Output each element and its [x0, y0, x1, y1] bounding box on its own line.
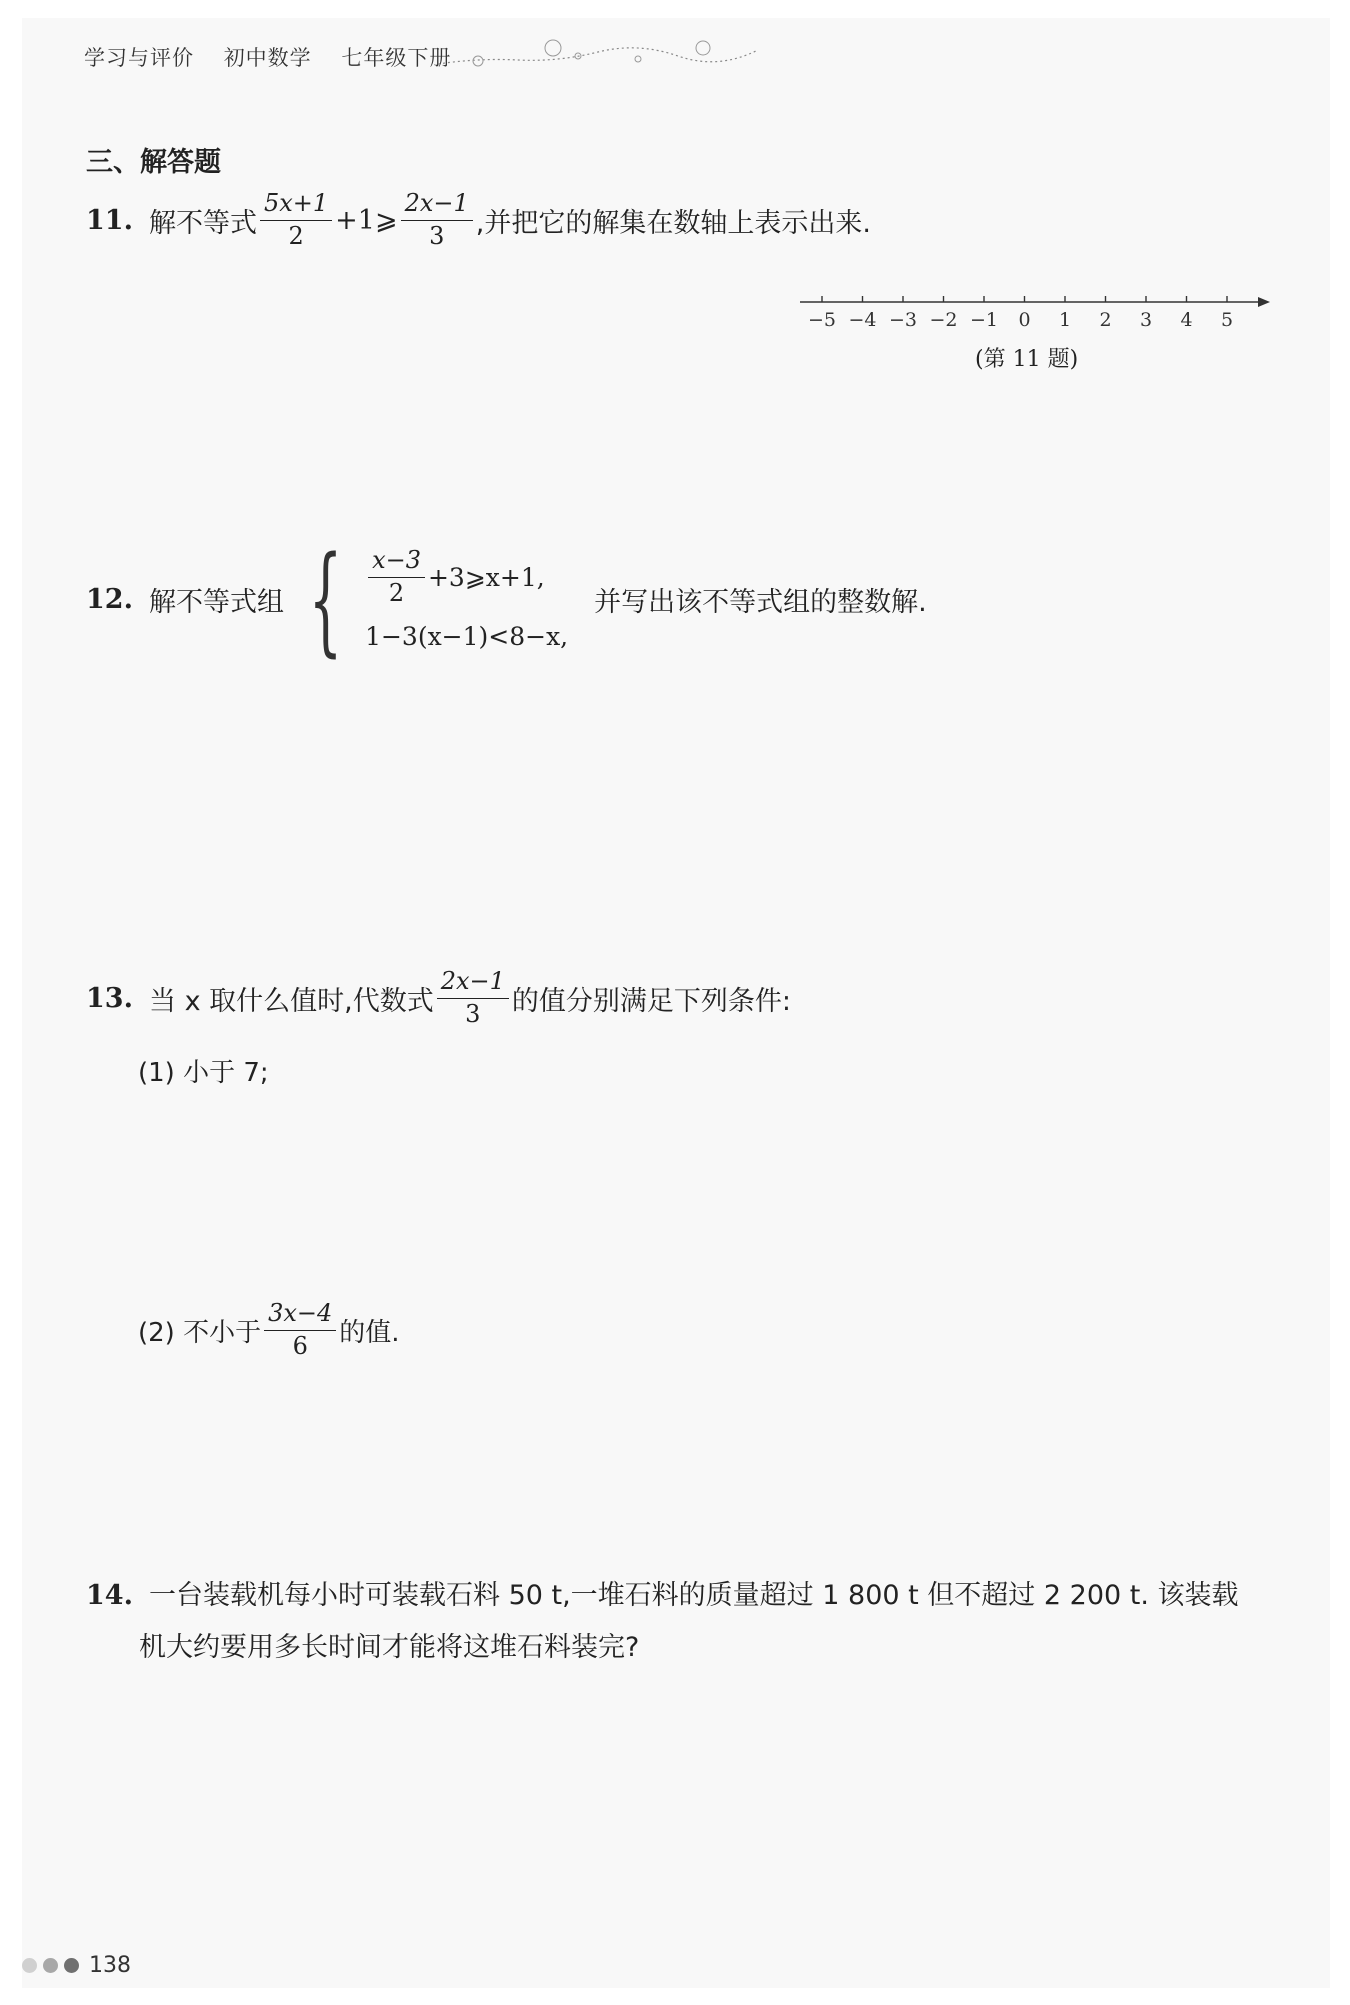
fraction	[264, 1300, 336, 1360]
number-line-tick-label: 3	[1139, 309, 1153, 331]
number-line-tick-label: −3	[888, 309, 918, 331]
question-prefix: 解不等式组	[148, 586, 284, 618]
brace: {	[308, 530, 343, 668]
question-14	[86, 1570, 1286, 1674]
question-line-2: 机大约要用多长时间才能将这堆石料装完?	[139, 1632, 640, 1663]
question-11	[86, 190, 871, 250]
question-number: 14.	[86, 1580, 133, 1611]
part-2-suffix: 的值.	[339, 1317, 400, 1348]
fraction-denominator: 2	[388, 579, 405, 607]
question-suffix: 的值分别满足下列条件:	[511, 985, 792, 1017]
fraction	[260, 190, 332, 250]
fraction	[368, 547, 425, 607]
figure-caption: (第 11 题)	[975, 347, 1079, 372]
header-decoration	[438, 34, 758, 74]
number-line-tick-label: −4	[848, 309, 877, 331]
fraction	[437, 968, 509, 1028]
system-line-2: 1−3(x−1)<8−x,	[365, 621, 569, 651]
number-line-tick-label: 0	[1018, 309, 1031, 331]
fraction-numerator: 5x+1	[260, 190, 332, 221]
fraction	[401, 190, 473, 250]
footer-dot-icon	[64, 1958, 79, 1973]
footer-dot-icon	[43, 1958, 58, 1973]
fraction-denominator: 6	[292, 1331, 308, 1360]
fraction-denominator: 3	[429, 221, 445, 250]
question-13	[86, 968, 791, 1028]
fraction-numerator: 3x−4	[264, 1300, 336, 1331]
question-12	[86, 530, 927, 668]
system-line-1	[365, 547, 568, 607]
number-line-tick-label: 1	[1058, 309, 1072, 331]
running-header	[84, 42, 473, 72]
number-line-tick-label: −2	[929, 309, 958, 331]
page-footer	[22, 1953, 131, 1978]
part-2-prefix: (2) 不小于	[138, 1317, 262, 1348]
number-line-tick-label: 2	[1099, 309, 1112, 331]
section-title: 三、解答题	[86, 147, 221, 178]
number-line-tick-label: −1	[969, 309, 999, 331]
question-suffix: 并写出该不等式组的整数解.	[594, 586, 927, 618]
number-line-figure	[800, 290, 1270, 374]
question-number: 13.	[86, 982, 133, 1014]
question-13-part-1: (1) 小于 7;	[138, 1058, 269, 1088]
question-line-1: 一台装载机每小时可装载石料 50 t,一堆石料的质量超过 1 800 t 但不超过 2 200 t. 该装载	[148, 1580, 1239, 1611]
subject-label: 初中数学	[223, 46, 312, 70]
fraction-numerator: 2x−1	[401, 190, 473, 221]
system-line-1-rest: +3⩾x+1,	[427, 563, 545, 592]
question-13-part-2	[138, 1300, 400, 1360]
fraction-numerator: 2x−1	[437, 968, 509, 999]
number-line-tick-label: 5	[1220, 309, 1234, 331]
fraction-denominator: 2	[288, 221, 304, 250]
grade-label: 七年级下册	[341, 46, 452, 70]
question-number: 11.	[86, 204, 133, 236]
book-title: 学习与评价	[84, 46, 194, 70]
question-prefix: 当 x 取什么值时,代数式	[148, 985, 434, 1017]
number-line-tick-label: 4	[1180, 309, 1193, 331]
question-number: 12.	[86, 583, 133, 615]
inequality-system	[284, 530, 569, 668]
fraction-numerator: x−3	[368, 547, 425, 578]
question-prefix: 解不等式	[148, 207, 257, 239]
footer-dot-icon	[22, 1958, 37, 1973]
inequality-middle: +1⩾	[335, 204, 398, 236]
page-number: 138	[89, 1953, 131, 1978]
number-line-tick-label: −5	[807, 309, 837, 331]
fraction-denominator: 3	[465, 999, 481, 1028]
question-suffix: ,并把它的解集在数轴上表示出来.	[475, 207, 871, 239]
